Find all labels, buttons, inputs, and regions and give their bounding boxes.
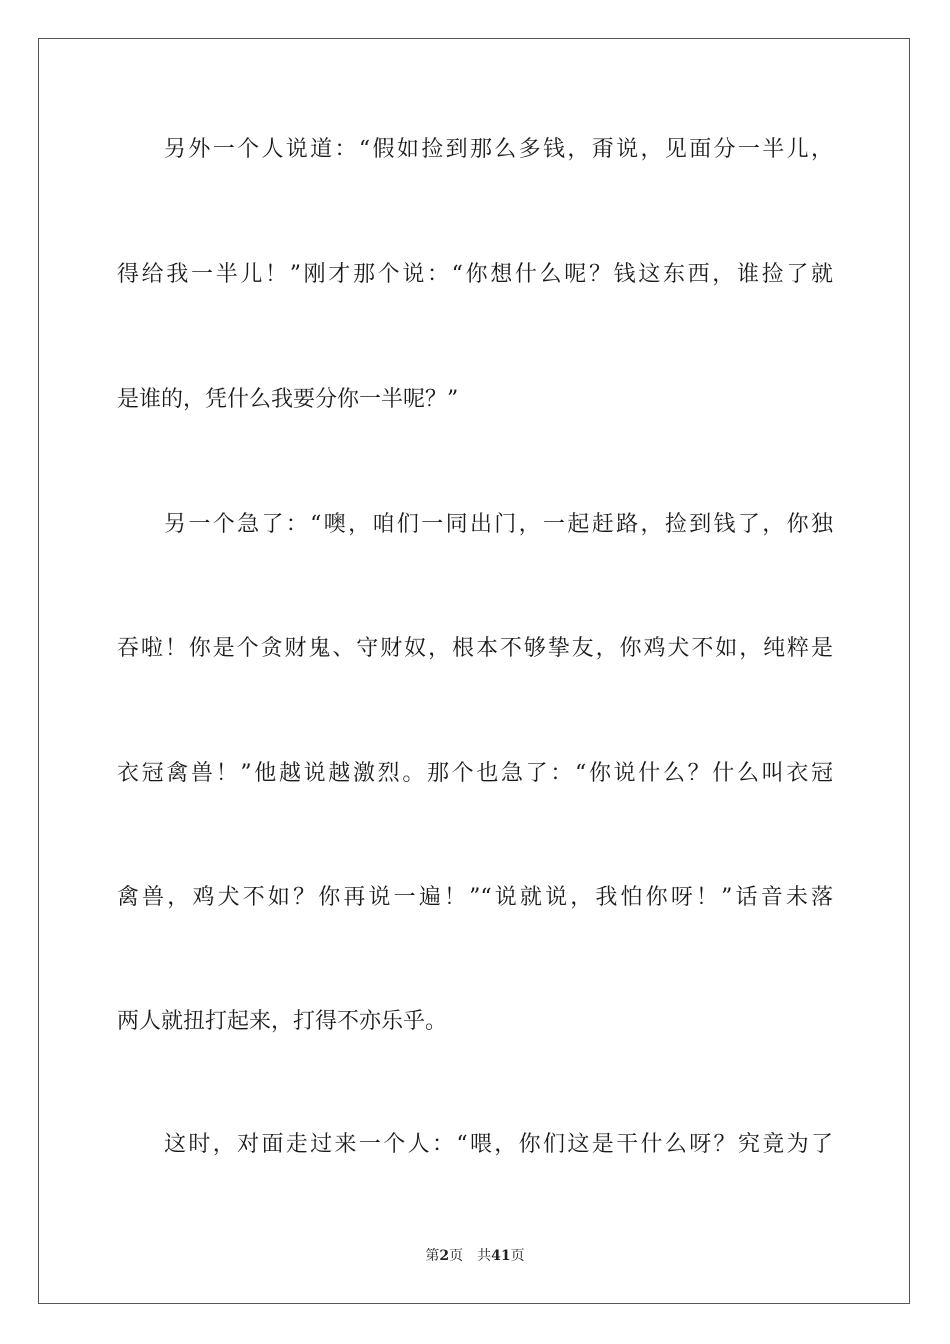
- text-line-6: 衣冠禽兽！”他越说越激烈。那个也急了：“你说什么？什么叫衣冠: [117, 761, 833, 786]
- page-footer: [0, 1246, 950, 1266]
- total-prefix: 共: [477, 1248, 492, 1264]
- page-prefix: 第: [425, 1248, 440, 1264]
- text-line-2: 得给我一半儿！”刚才那个说：“你想什么呢？钱这东西，谁捡了就: [117, 262, 833, 287]
- text-line-8: 两人就扭打起来，打得不亦乐乎。: [117, 1009, 448, 1034]
- text-line-1: 另外一个人说道：“假如捡到那么多钱，甭说，见面分一半儿，: [164, 137, 833, 162]
- text-line-3: 是谁的，凭什么我要分你一半呢？”: [117, 387, 459, 412]
- total-pages: 41: [491, 1248, 511, 1264]
- total-suffix: 页: [510, 1248, 525, 1264]
- text-line-5: 吞啦！你是个贪财鬼、守财奴，根本不够挚友，你鸡犬不如，纯粹是: [117, 636, 833, 661]
- text-line-4: 另一个急了：“噢，咱们一同出门，一起赶路，捡到钱了，你独: [164, 512, 833, 537]
- text-line-7: 禽兽，鸡犬不如？你再说一遍！”“说就说，我怕你呀！”话音未落: [117, 885, 833, 910]
- page-number: 2: [439, 1248, 450, 1264]
- text-line-9: 这时，对面走过来一个人：“喂，你们这是干什么呀？究竟为了: [164, 1132, 833, 1157]
- page-suffix: 页: [449, 1248, 464, 1264]
- page-border: [38, 38, 910, 1304]
